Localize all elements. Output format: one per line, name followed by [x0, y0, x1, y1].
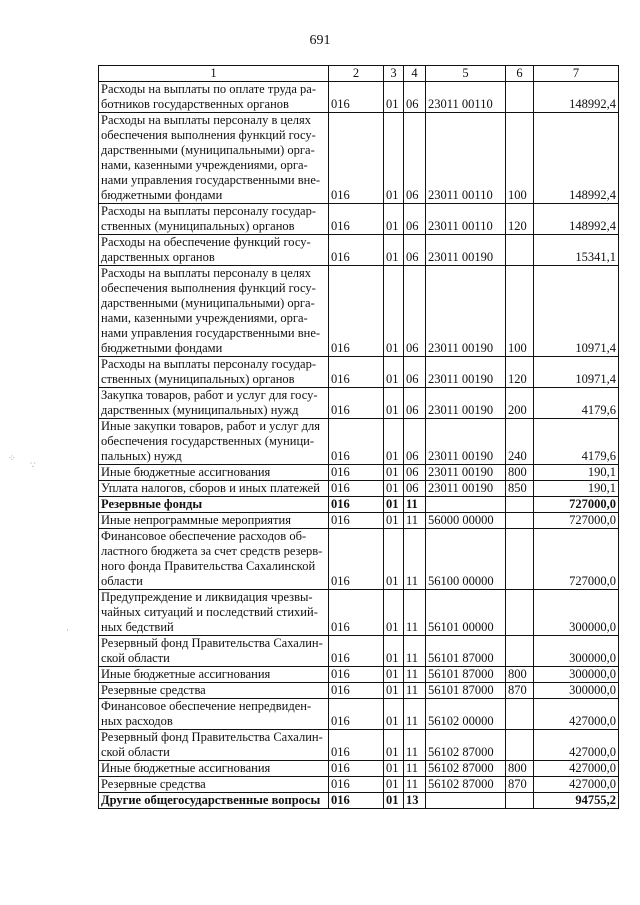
target-article-code: 23011 00110 — [426, 204, 506, 235]
target-article-code: 23011 00190 — [426, 357, 506, 388]
expense-type-code: 120 — [506, 357, 534, 388]
target-article-code: 23011 00190 — [426, 465, 506, 481]
ministry-code: 016 — [329, 235, 384, 266]
table-row — [99, 465, 619, 481]
column-header: 2 — [329, 66, 384, 82]
section-code: 01 — [384, 419, 404, 465]
ministry-code: 016 — [329, 777, 384, 793]
expense-type-code: 850 — [506, 481, 534, 497]
section-code: 01 — [384, 497, 404, 513]
subsection-code: 11 — [404, 730, 426, 761]
subsection-code: 06 — [404, 82, 426, 113]
ministry-code: 016 — [329, 761, 384, 777]
section-code: 01 — [384, 266, 404, 357]
expense-type-code: 120 — [506, 204, 534, 235]
subsection-code: 11 — [404, 667, 426, 683]
table-row — [99, 590, 619, 636]
amount: 300000,0 — [534, 590, 619, 636]
row-description: Закупка товаров, работ и услуг для госу- дарственных (муниципальных) нужд — [99, 388, 329, 419]
section-code: 01 — [384, 636, 404, 667]
table-row — [99, 761, 619, 777]
amount: 4179,6 — [534, 388, 619, 419]
ministry-code: 016 — [329, 636, 384, 667]
target-article-code: 56101 87000 — [426, 636, 506, 667]
subsection-code: 11 — [404, 497, 426, 513]
ministry-code: 016 — [329, 113, 384, 204]
expense-type-code: 800 — [506, 761, 534, 777]
table-row — [99, 357, 619, 388]
section-code: 01 — [384, 113, 404, 204]
ministry-code: 016 — [329, 388, 384, 419]
table-row — [99, 419, 619, 465]
row-description: Расходы на выплаты персоналу государ- ственных (муниципальных) органов — [99, 204, 329, 235]
expense-type-code — [506, 699, 534, 730]
page-number: 691 — [309, 33, 331, 48]
row-description: Иные бюджетные ассигнования — [99, 465, 329, 481]
ministry-code: 016 — [329, 730, 384, 761]
target-article-code — [426, 793, 506, 809]
target-article-code: 56101 00000 — [426, 590, 506, 636]
subsection-code: 06 — [404, 481, 426, 497]
section-code: 01 — [384, 481, 404, 497]
column-header: 5 — [426, 66, 506, 82]
row-description: Резервный фонд Правительства Сахалин- ской области — [99, 636, 329, 667]
ministry-code: 016 — [329, 699, 384, 730]
ministry-code: 016 — [329, 513, 384, 529]
budget-table — [98, 65, 619, 809]
ministry-code: 016 — [329, 793, 384, 809]
expense-type-code — [506, 730, 534, 761]
row-description: Резервные средства — [99, 777, 329, 793]
section-code: 01 — [384, 204, 404, 235]
table-row — [99, 699, 619, 730]
expense-type-code — [506, 529, 534, 590]
scan-speck: ∵ — [30, 460, 36, 470]
amount: 300000,0 — [534, 683, 619, 699]
subsection-code: 06 — [404, 419, 426, 465]
target-article-code: 23011 00190 — [426, 388, 506, 419]
row-description: Резервный фонд Правительства Сахалин- ской области — [99, 730, 329, 761]
target-article-code: 56102 87000 — [426, 777, 506, 793]
ministry-code: 016 — [329, 590, 384, 636]
target-article-code: 56102 00000 — [426, 699, 506, 730]
target-article-code: 23011 00190 — [426, 266, 506, 357]
row-description: Иные закупки товаров, работ и услуг для обеспечения государственных (муници- пальных) нужд — [99, 419, 329, 465]
scan-speck: · — [66, 625, 69, 635]
table-row — [99, 667, 619, 683]
expense-type-code — [506, 82, 534, 113]
ministry-code: 016 — [329, 529, 384, 590]
section-code: 01 — [384, 529, 404, 590]
table-row — [99, 235, 619, 266]
row-description: Финансовое обеспечение непредвиден- ных расходов — [99, 699, 329, 730]
expense-type-code — [506, 235, 534, 266]
subsection-code: 06 — [404, 465, 426, 481]
expense-type-code — [506, 590, 534, 636]
table-row — [99, 513, 619, 529]
target-article-code: 56102 87000 — [426, 730, 506, 761]
subsection-code: 06 — [404, 113, 426, 204]
ministry-code: 016 — [329, 667, 384, 683]
target-article-code: 56102 87000 — [426, 761, 506, 777]
target-article-code: 23011 00190 — [426, 419, 506, 465]
expense-type-code — [506, 497, 534, 513]
column-header: 3 — [384, 66, 404, 82]
target-article-code: 56100 00000 — [426, 529, 506, 590]
ministry-code: 016 — [329, 204, 384, 235]
expense-type-code — [506, 636, 534, 667]
ministry-code: 016 — [329, 419, 384, 465]
target-article-code: 56101 87000 — [426, 667, 506, 683]
section-code: 01 — [384, 761, 404, 777]
ministry-code: 016 — [329, 266, 384, 357]
subsection-code: 11 — [404, 777, 426, 793]
subsection-code: 11 — [404, 761, 426, 777]
row-description: Расходы на обеспечение функций госу- дарственных органов — [99, 235, 329, 266]
subsection-code: 11 — [404, 513, 426, 529]
subsection-code: 06 — [404, 235, 426, 266]
table-row — [99, 82, 619, 113]
table-row — [99, 793, 619, 809]
ministry-code: 016 — [329, 357, 384, 388]
table-row — [99, 730, 619, 761]
section-code: 01 — [384, 465, 404, 481]
target-article-code: 23011 00110 — [426, 82, 506, 113]
expense-type-code — [506, 793, 534, 809]
target-article-code: 23011 00110 — [426, 113, 506, 204]
table-row — [99, 481, 619, 497]
amount: 427000,0 — [534, 761, 619, 777]
amount: 94755,2 — [534, 793, 619, 809]
scan-speck: ⁘ — [8, 453, 16, 463]
amount: 190,1 — [534, 481, 619, 497]
row-description: Финансовое обеспечение расходов об- ластного бюджета за счет средств резерв- ного фонда Правительства Сахалинской области — [99, 529, 329, 590]
target-article-code: 23011 00190 — [426, 235, 506, 266]
table-row — [99, 636, 619, 667]
target-article-code: 56000 00000 — [426, 513, 506, 529]
section-code: 01 — [384, 699, 404, 730]
row-description: Резервные фонды — [99, 497, 329, 513]
row-description: Иные бюджетные ассигнования — [99, 667, 329, 683]
section-code: 01 — [384, 793, 404, 809]
column-header: 4 — [404, 66, 426, 82]
expense-type-code: 200 — [506, 388, 534, 419]
expense-type-code — [506, 513, 534, 529]
amount: 190,1 — [534, 465, 619, 481]
column-header: 1 — [99, 66, 329, 82]
amount: 727000,0 — [534, 497, 619, 513]
ministry-code: 016 — [329, 82, 384, 113]
amount: 148992,4 — [534, 204, 619, 235]
expense-type-code: 800 — [506, 465, 534, 481]
expense-type-code: 870 — [506, 683, 534, 699]
column-header: 6 — [506, 66, 534, 82]
amount: 427000,0 — [534, 777, 619, 793]
table-row — [99, 683, 619, 699]
amount: 4179,6 — [534, 419, 619, 465]
subsection-code: 06 — [404, 266, 426, 357]
amount: 427000,0 — [534, 730, 619, 761]
subsection-code: 06 — [404, 388, 426, 419]
table-row — [99, 388, 619, 419]
subsection-code: 11 — [404, 590, 426, 636]
amount: 10971,4 — [534, 266, 619, 357]
amount: 15341,1 — [534, 235, 619, 266]
table-row — [99, 529, 619, 590]
table-row — [99, 497, 619, 513]
row-description: Уплата налогов, сборов и иных платежей — [99, 481, 329, 497]
section-code: 01 — [384, 667, 404, 683]
subsection-code: 13 — [404, 793, 426, 809]
section-code: 01 — [384, 388, 404, 419]
expense-type-code: 870 — [506, 777, 534, 793]
target-article-code: 56101 87000 — [426, 683, 506, 699]
table-row — [99, 113, 619, 204]
row-description: Иные бюджетные ассигнования — [99, 761, 329, 777]
section-code: 01 — [384, 683, 404, 699]
subsection-code: 06 — [404, 204, 426, 235]
amount: 148992,4 — [534, 113, 619, 204]
row-description: Предупреждение и ликвидация чрезвы- чайных ситуаций и последствий стихий- ных бедствий — [99, 590, 329, 636]
row-description: Расходы на выплаты по оплате труда ра- ботников государственных органов — [99, 82, 329, 113]
row-description: Другие общегосударственные вопросы — [99, 793, 329, 809]
row-description: Расходы на выплаты персоналу в целях обеспечения выполнения функций госу- дарственными (муниципальными) орга- нами, казенными учреждениями, орга- нами управления государственными вне- бюджетными фондами — [99, 113, 329, 204]
row-description: Иные непрограммные мероприятия — [99, 513, 329, 529]
section-code: 01 — [384, 513, 404, 529]
subsection-code: 06 — [404, 357, 426, 388]
subsection-code: 11 — [404, 699, 426, 730]
section-code: 01 — [384, 777, 404, 793]
table-row — [99, 266, 619, 357]
target-article-code: 23011 00190 — [426, 481, 506, 497]
subsection-code: 11 — [404, 636, 426, 667]
ministry-code: 016 — [329, 465, 384, 481]
expense-type-code: 240 — [506, 419, 534, 465]
section-code: 01 — [384, 82, 404, 113]
amount: 148992,4 — [534, 82, 619, 113]
target-article-code — [426, 497, 506, 513]
section-code: 01 — [384, 357, 404, 388]
row-description: Расходы на выплаты персоналу государ- ственных (муниципальных) органов — [99, 357, 329, 388]
column-header-row — [99, 66, 619, 82]
section-code: 01 — [384, 235, 404, 266]
section-code: 01 — [384, 590, 404, 636]
subsection-code: 11 — [404, 529, 426, 590]
row-description: Расходы на выплаты персоналу в целях обеспечения выполнения функций госу- дарственными (муниципальными) орга- нами, казенными учреждениями, орга- нами управления государственными вне- бюджетными фондами — [99, 266, 329, 357]
table-row — [99, 204, 619, 235]
expense-type-code: 800 — [506, 667, 534, 683]
expense-type-code: 100 — [506, 113, 534, 204]
amount: 300000,0 — [534, 667, 619, 683]
ministry-code: 016 — [329, 683, 384, 699]
amount: 727000,0 — [534, 513, 619, 529]
amount: 427000,0 — [534, 699, 619, 730]
amount: 300000,0 — [534, 636, 619, 667]
column-header: 7 — [534, 66, 619, 82]
subsection-code: 11 — [404, 683, 426, 699]
row-description: Резервные средства — [99, 683, 329, 699]
expense-type-code: 100 — [506, 266, 534, 357]
ministry-code: 016 — [329, 481, 384, 497]
section-code: 01 — [384, 730, 404, 761]
amount: 727000,0 — [534, 529, 619, 590]
table-row — [99, 777, 619, 793]
amount: 10971,4 — [534, 357, 619, 388]
ministry-code: 016 — [329, 497, 384, 513]
